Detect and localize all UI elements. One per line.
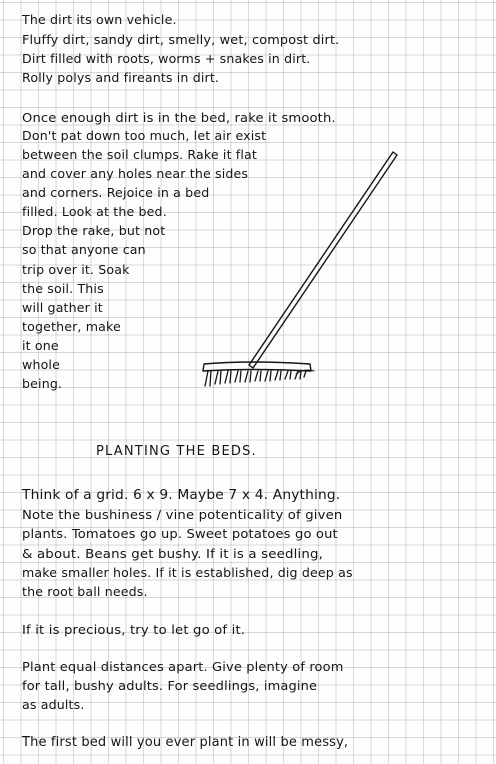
text-line: Plant equal distances apart. Give plenty of room (22, 659, 344, 674)
text-line: Note the bushiness / vine potenticality of given (22, 507, 343, 522)
text-line: the root ball needs. (22, 584, 148, 599)
text-line: being. (22, 376, 63, 391)
text-line: filled. Look at the bed. (22, 204, 167, 219)
text-line: and cover any holes near the sides (22, 166, 249, 181)
text-line: between the soil clumps. Rake it flat (22, 147, 257, 162)
text-line: trip over it. Soak (22, 262, 130, 277)
text-line: Drop the rake, but not (22, 223, 166, 238)
text-line: Dirt filled with roots, worms + snakes in dirt. (22, 51, 311, 66)
text-line: & about. Beans get bushy. If it is a seedling, (22, 546, 324, 561)
text-line: Fluffy dirt, sandy dirt, smelly, wet, compost dirt. (22, 32, 340, 47)
text-line: together, make (22, 319, 121, 334)
text-line: whole (22, 357, 60, 372)
text-line: for tall, bushy adults. For seedlings, imagine (22, 678, 318, 693)
text-line: Think of a grid. 6 x 9. Maybe 7 x 4. Anything. (22, 488, 341, 503)
garden-rake-drawing-icon (190, 150, 420, 400)
text-line: If it is precious, try to let go of it. (22, 622, 246, 637)
text-line: will gather it (22, 300, 103, 315)
text-line: so that anyone can (22, 242, 146, 257)
text-line: it one (22, 338, 59, 353)
text-line: The first bed will you ever plant in will be messy, (22, 735, 349, 750)
text-line: Rolly polys and fireants in dirt. (22, 70, 220, 85)
text-line: plants. Tomatoes go up. Sweet potatoes go out (22, 526, 338, 541)
text-line: make smaller holes. If it is established, dig deep as (22, 565, 353, 580)
text-line: Don't pat down too much, let air exist (22, 128, 267, 143)
section-heading: PLANTING THE BEDS. (96, 444, 257, 459)
text-line: the soil. This (22, 281, 104, 296)
text-line: The dirt its own vehicle. (22, 12, 177, 27)
text-line: as adults. (22, 697, 85, 712)
text-line: and corners. Rejoice in a bed (22, 185, 210, 200)
text-line: Once enough dirt is in the bed, rake it smooth. (22, 110, 336, 125)
